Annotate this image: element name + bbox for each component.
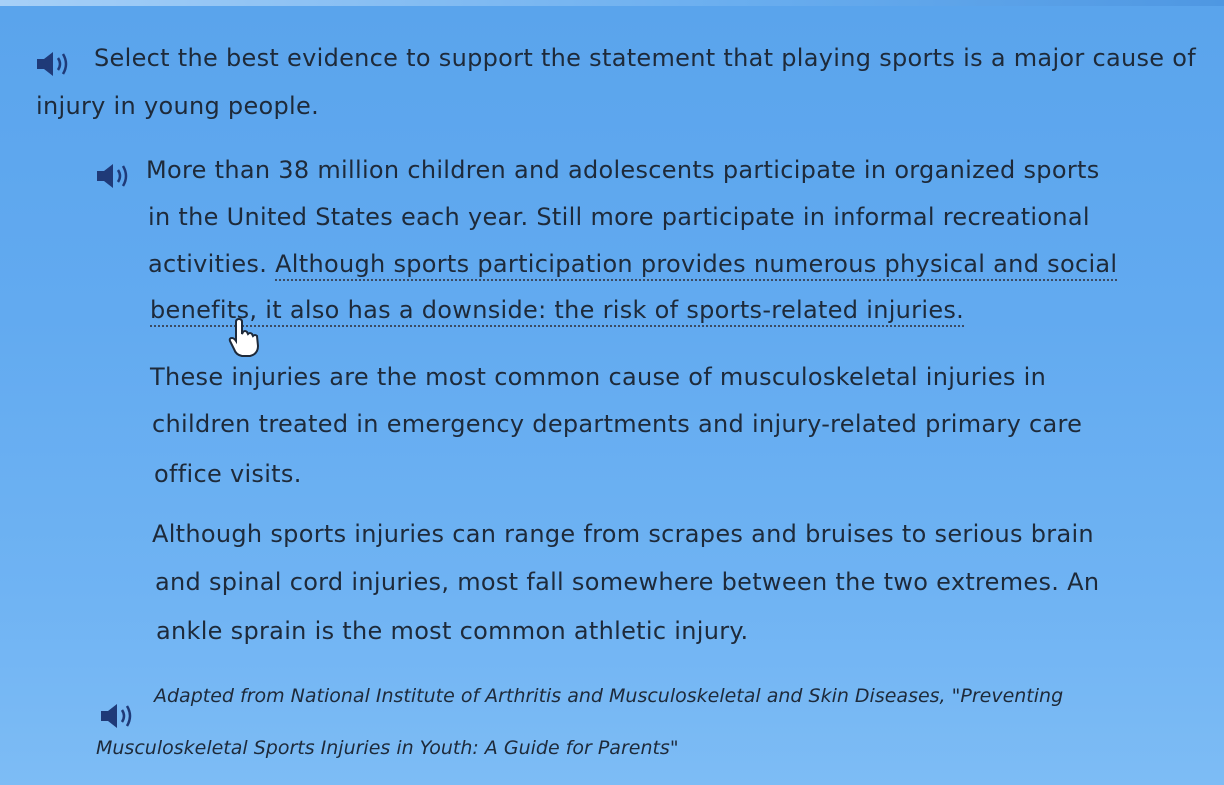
evidence-sentence-part-1[interactable]: Although sports participation provides numerous physical and social xyxy=(275,250,1117,281)
citation-line-1: Adapted from National Institute of Arthritis and Musculoskeletal and Skin Diseases, "Preventing xyxy=(154,685,1064,707)
passage-p3-line-3: ankle sprain is the most common athletic injury. xyxy=(156,617,749,645)
evidence-sentence-part-2[interactable]: benefits, it also has a downside: the risk of sports-related injuries. xyxy=(150,296,964,327)
hand-pointer-icon xyxy=(226,318,262,358)
question-text-line-1: Select the best evidence to support the statement that playing sports is a major cause of xyxy=(94,44,1197,72)
question-speaker-icon[interactable] xyxy=(34,50,74,78)
passage-p2-line-2: children treated in emergency departments and injury-related primary care xyxy=(152,410,1083,438)
passage-speaker-icon[interactable] xyxy=(94,162,134,190)
passage-p2-line-1: These injuries are the most common cause of musculoskeletal injuries in xyxy=(150,363,1047,391)
citation-line-2: Musculoskeletal Sports Injuries in Youth: A Guide for Parents" xyxy=(96,737,679,759)
passage-p3-line-1: Although sports injuries can range from scrapes and bruises to serious brain xyxy=(152,520,1094,548)
passage-p1-line-2: in the United States each year. Still more participate in informal recreational xyxy=(148,203,1090,231)
passage-p1-line-3-plain: activities. xyxy=(148,250,276,278)
question-text-line-2: injury in young people. xyxy=(36,92,320,120)
passage-p1-line-4 xyxy=(150,296,964,324)
passage-p1-line-1: More than 38 million children and adolescents participate in organized sports xyxy=(146,156,1100,184)
top-edge xyxy=(0,0,1224,6)
passage-p2-line-3: office visits. xyxy=(154,460,302,488)
citation-speaker-icon[interactable] xyxy=(98,702,138,730)
passage-p3-line-2: and spinal cord injuries, most fall somewhere between the two extremes. An xyxy=(155,568,1100,596)
passage-p1-line-3 xyxy=(148,250,1117,278)
